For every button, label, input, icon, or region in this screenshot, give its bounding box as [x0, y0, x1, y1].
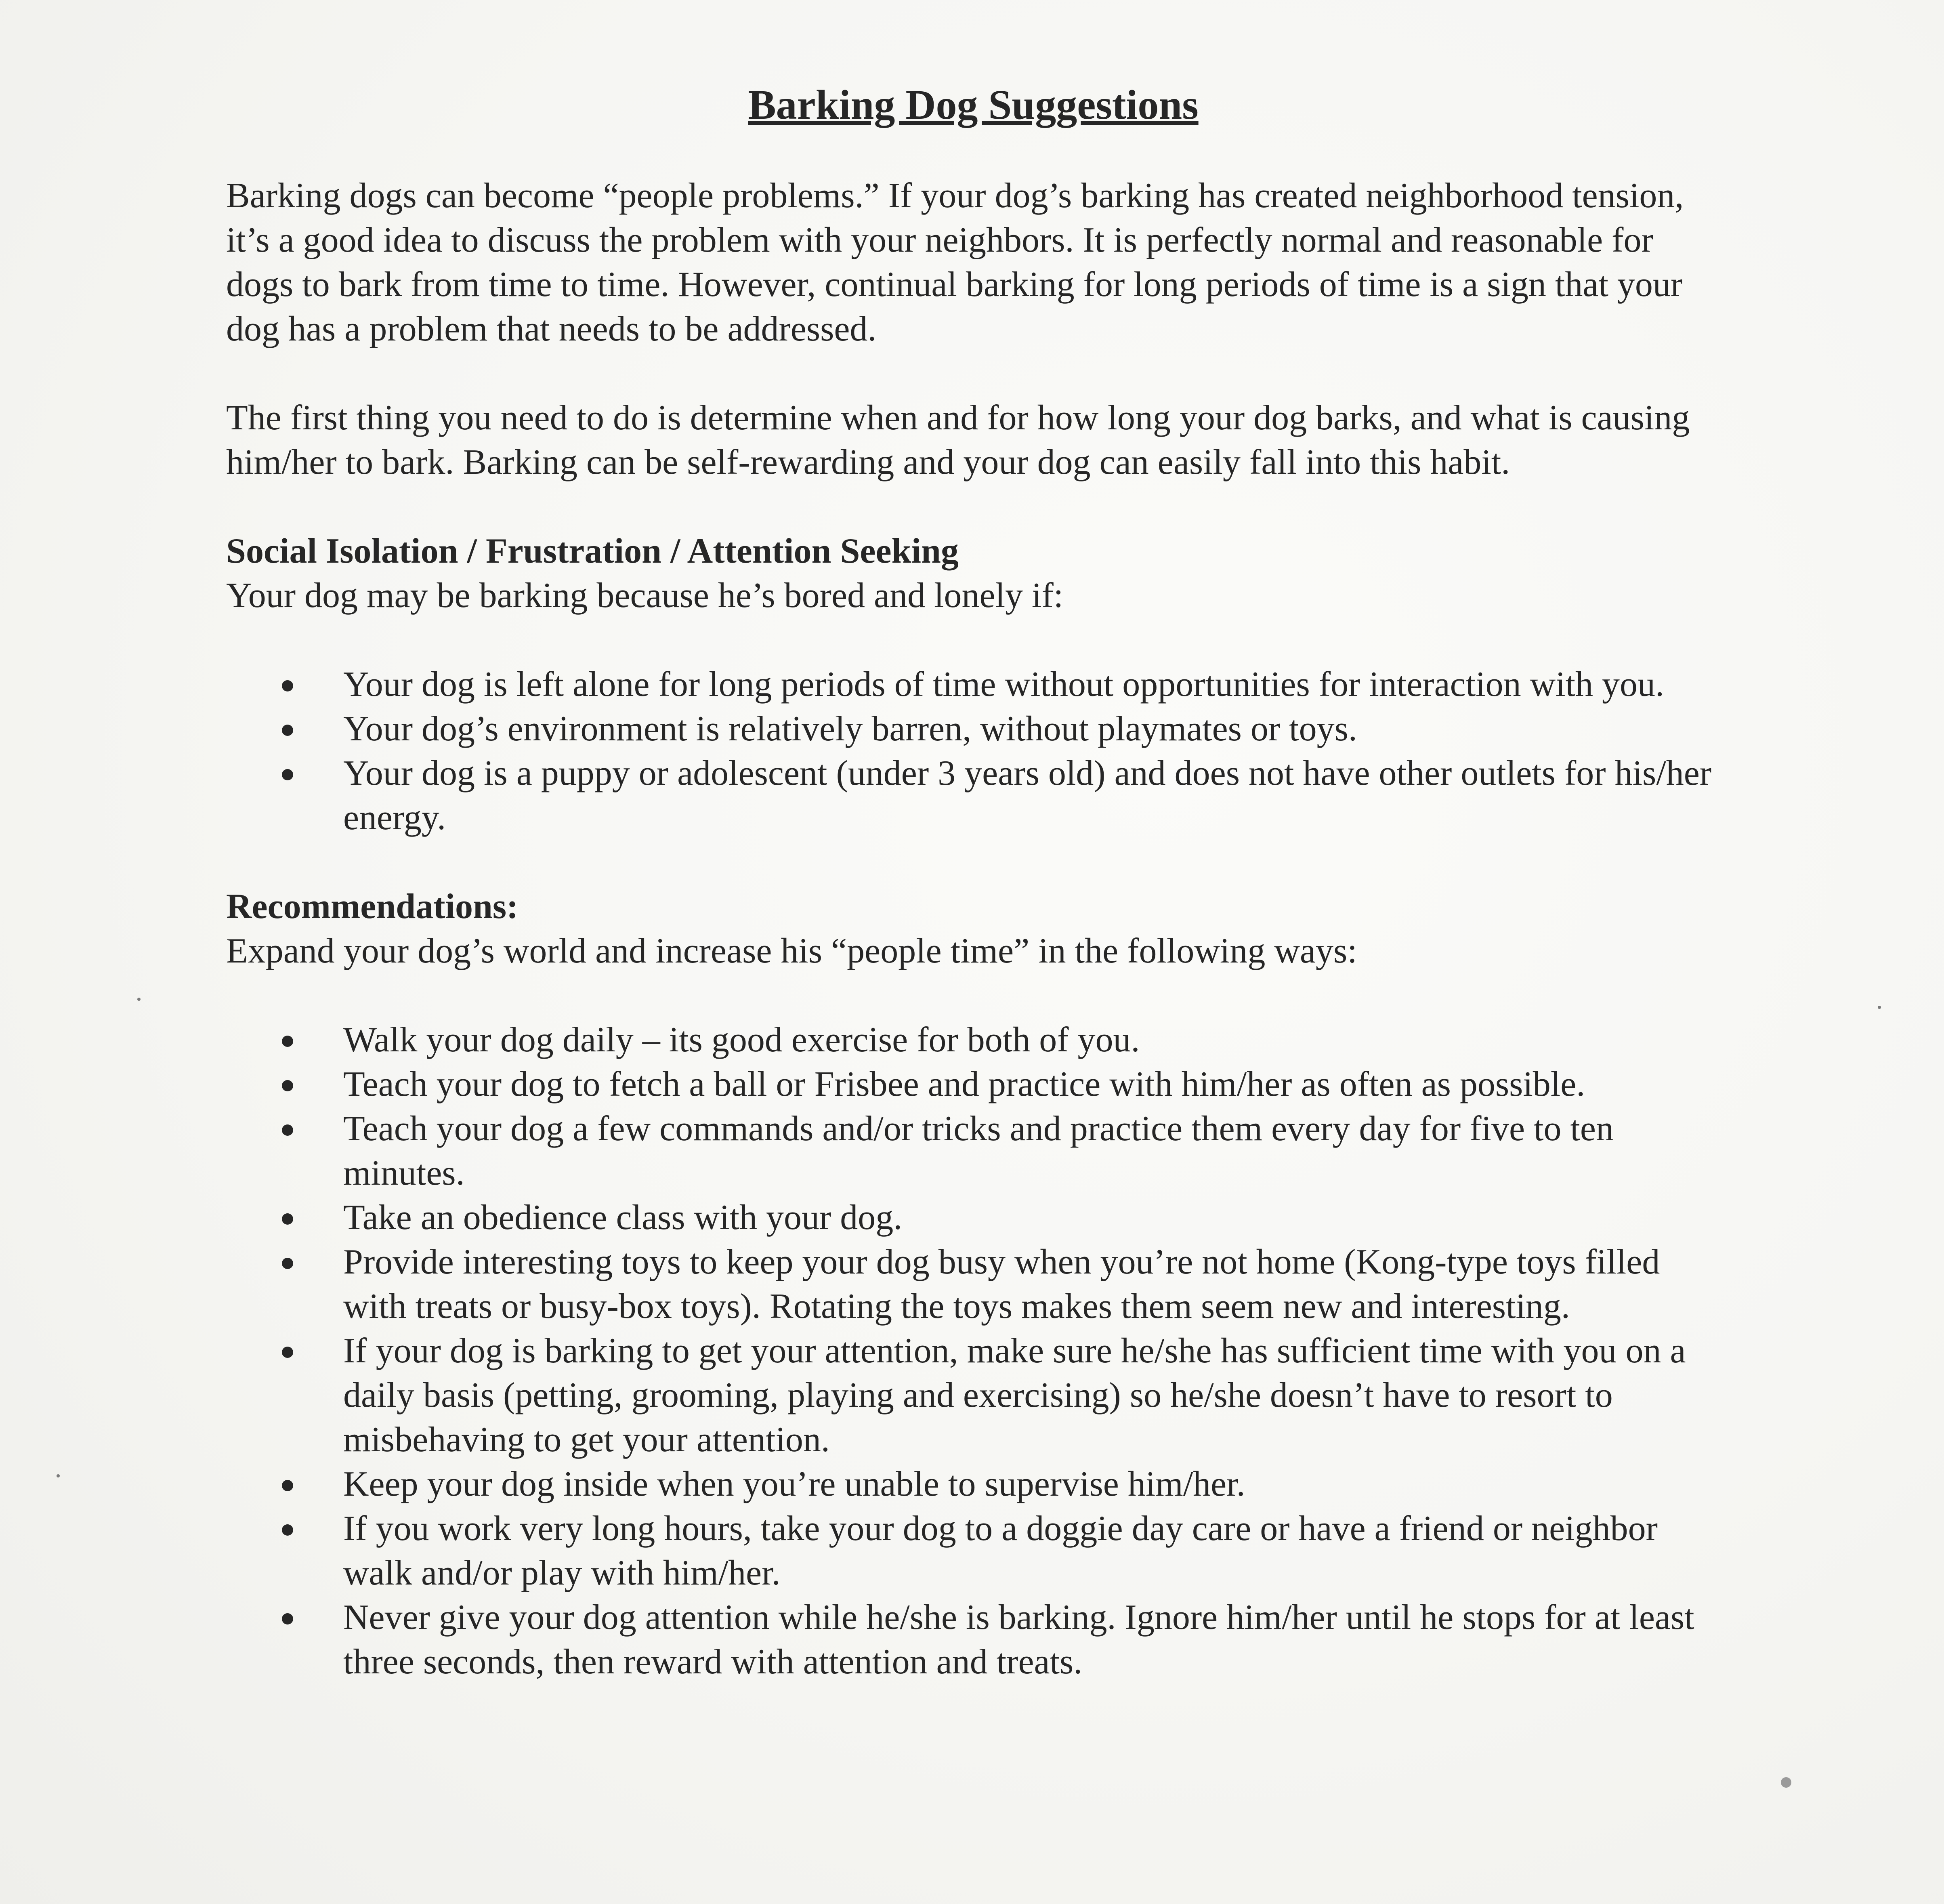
document-body — [226, 81, 1720, 1729]
list-item-text: Never give your dog attention while he/she is barking. Ignore him/her until he stops for at least three seconds, then reward with attention and treats. — [343, 1598, 1694, 1681]
section-intro-recommendations: Expand your dog’s world and increase his “people time” in the following ways: — [226, 931, 1357, 971]
social-isolation-list — [226, 662, 1720, 840]
bullet-icon — [282, 1347, 293, 1358]
bullet-icon — [282, 1613, 293, 1624]
list-item-text: Walk your dog daily – its good exercise for both of you. — [343, 1020, 1140, 1059]
intro-paragraph-2: The first thing you need to do is determine when and for how long your dog barks, and what is causing him/her to bark. Barking can be self-rewarding and your dog can easily fall into this habit. — [226, 398, 1690, 482]
list-item — [226, 1196, 1720, 1240]
bullet-icon — [282, 1036, 293, 1047]
list-item — [226, 1062, 1720, 1107]
list-item — [226, 1240, 1720, 1329]
bullet-icon — [282, 769, 293, 780]
list-item — [226, 1018, 1720, 1062]
bullet-icon — [282, 1258, 293, 1269]
list-item — [226, 1595, 1720, 1684]
bullet-icon — [282, 725, 293, 736]
scan-speck — [1781, 1777, 1791, 1788]
bullet-icon — [282, 680, 293, 691]
bullet-icon — [282, 1213, 293, 1225]
scan-speck — [57, 1474, 60, 1477]
bullet-icon — [282, 1524, 293, 1536]
section-heading-recommendations: Recommendations: — [226, 887, 519, 926]
list-item-text: If your dog is barking to get your attention, make sure he/she has sufficient time with you on a daily basis (petting, grooming, playing and exercising) so he/she doesn’t have to resort to misbehaving to get your attention. — [343, 1331, 1686, 1459]
section-intro-social-isolation: Your dog may be barking because he’s bored and lonely if: — [226, 576, 1064, 615]
list-item-text: Teach your dog a few commands and/or tricks and practice them every day for five to ten minutes. — [343, 1109, 1614, 1193]
bullet-icon — [282, 1080, 293, 1091]
bullet-icon — [282, 1124, 293, 1136]
list-item — [226, 1329, 1720, 1462]
list-item — [226, 751, 1720, 840]
list-item-text: Teach your dog to fetch a ball or Frisbee and practice with him/her as often as possible. — [343, 1065, 1585, 1104]
list-item — [226, 1507, 1720, 1595]
section-heading-social-isolation: Social Isolation / Frustration / Attention Seeking — [226, 532, 959, 571]
list-item-text: Provide interesting toys to keep your dog busy when you’re not home (Kong-type toys filled with treats or busy-box toys). Rotating the toys makes them seem new and interesting. — [343, 1242, 1660, 1326]
intro-paragraph-1: Barking dogs can become “people problems.” If your dog’s barking has created neighborhood tension, it’s a good idea to discuss the problem with your neighbors. It is perfectly normal and reasonable for dogs to bark from time to time. However, continual barking for long periods of time is a sign that your dog has a problem that needs to be addressed. — [226, 176, 1684, 349]
scan-speck — [137, 998, 141, 1001]
list-item — [226, 1107, 1720, 1196]
list-item — [226, 707, 1720, 751]
list-item-text: If you work very long hours, take your dog to a doggie day care or have a friend or neighbor walk and/or play with him/her. — [343, 1509, 1658, 1593]
list-item-text: Your dog is a puppy or adolescent (under 3 years old) and does not have other outlets for his/her energy. — [343, 754, 1712, 837]
list-item — [226, 662, 1720, 707]
list-item-text: Take an obedience class with your dog. — [343, 1198, 903, 1237]
list-item — [226, 1462, 1720, 1507]
recommendations-list — [226, 1018, 1720, 1684]
bullet-icon — [282, 1480, 293, 1491]
list-item-text: Keep your dog inside when you’re unable to supervise him/her. — [343, 1465, 1245, 1504]
scan-speck — [1878, 1006, 1881, 1009]
document-title: Barking Dog Suggestions — [748, 82, 1199, 128]
list-item-text: Your dog is left alone for long periods of time without opportunities for interaction with you. — [343, 665, 1665, 704]
list-item-text: Your dog’s environment is relatively barren, without playmates or toys. — [343, 709, 1357, 748]
